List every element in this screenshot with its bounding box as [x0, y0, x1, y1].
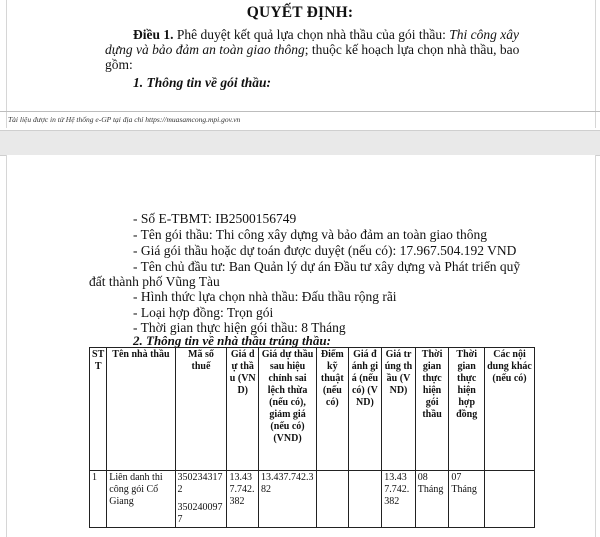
selection-method: - Hình thức lựa chọn nhà thầu: Đấu thầu rộng rãi	[133, 289, 397, 304]
cell-other	[485, 471, 535, 528]
article-text: Phê duyệt kết quả lựa chọn nhà thầu của gói thầu:	[173, 27, 450, 42]
header-stt: STT	[90, 348, 107, 471]
header-tech-score: Điểm kỹ thuật (nếu có)	[317, 348, 349, 471]
decision-title: QUYẾT ĐỊNH:	[246, 4, 354, 21]
article-text-after: ; thuộc kế hoạch lựa chọn nhà thầu, bao gồm:	[105, 42, 520, 72]
cell-win-price: 13.437.742.382	[382, 471, 416, 528]
table-header-row	[90, 348, 535, 471]
header-bid-price: Giá dự thầu (VND)	[227, 348, 259, 471]
header-adjusted-price: Giá dự thầu sau hiệu chỉnh sai lệch thừa (nếu có), giảm giá (nếu có) (VND)	[259, 348, 317, 471]
article-1-paragraph	[105, 27, 545, 72]
cell-tax-code-2: 3502400977	[177, 502, 223, 525]
footer-divider	[0, 111, 600, 112]
cell-eval-price	[348, 471, 382, 528]
header-win-price: Giá trúng thầu (VND)	[382, 348, 416, 471]
cell-adjusted-price: 13.437.742.382	[259, 471, 317, 528]
cell-contractor-name: Liên danh thi công gói Cổ Giang	[107, 471, 175, 528]
footer-note: Tài liệu được in từ Hệ thống e-GP tại địa chỉ https://muasamcong.mpi.gov.vn	[8, 115, 241, 124]
section-2-heading: 2. Thông tin về nhà thầu trúng thầu:	[133, 333, 331, 348]
cell-contract-time: 07 Tháng	[449, 471, 485, 528]
header-eval-price: Giá đánh giá (nếu có) (VND)	[348, 348, 382, 471]
package-price: - Giá gói thầu hoặc dự toán được duyệt (nếu có): 17.967.504.192 VND	[133, 243, 517, 258]
contract-type: - Loại hợp đồng: Trọn gói	[133, 305, 274, 320]
header-tax-code: Mã số thuế	[175, 348, 227, 471]
header-package-time: Thời gian thực hiện gói thầu	[415, 348, 449, 471]
cell-bid-price: 13.437.742.382	[227, 471, 259, 528]
cell-tax-codes	[175, 471, 227, 528]
header-contractor-name: Tên nhà thầu	[107, 348, 175, 471]
winning-contractor-table	[89, 347, 535, 528]
cell-tax-code-1: 3502343172	[177, 472, 223, 495]
execution-time: - Thời gian thực hiện gói thầu: 8 Tháng	[133, 320, 346, 335]
investor-line-2: đất thành phố Vũng Tàu	[89, 274, 220, 289]
investor-line-1: - Tên chủ đầu tư: Ban Quản lý dự án Đầu tư xây dựng và Phát triển quỹ	[133, 259, 521, 274]
article-label: Điều 1.	[133, 27, 174, 42]
cell-package-time: 08 Tháng	[415, 471, 449, 528]
package-name: - Tên gói thầu: Thi công xây dựng và bảo đảm an toàn giao thông	[133, 227, 487, 242]
cell-stt: 1	[90, 471, 107, 528]
section-1-heading: 1. Thông tin về gói thầu:	[133, 75, 272, 90]
cell-tech-score	[317, 471, 349, 528]
tbmt-number: - Số E-TBMT: IB2500156749	[133, 211, 297, 226]
page-gap	[0, 130, 600, 156]
table-row	[90, 471, 535, 528]
header-contract-time: Thời gian thực hiện hợp đồng	[449, 348, 485, 471]
header-other: Các nội dung khác (nếu có)	[485, 348, 535, 471]
package-name-italic: Thi công xây dựng và bảo đảm an toàn giao thông	[105, 27, 519, 57]
